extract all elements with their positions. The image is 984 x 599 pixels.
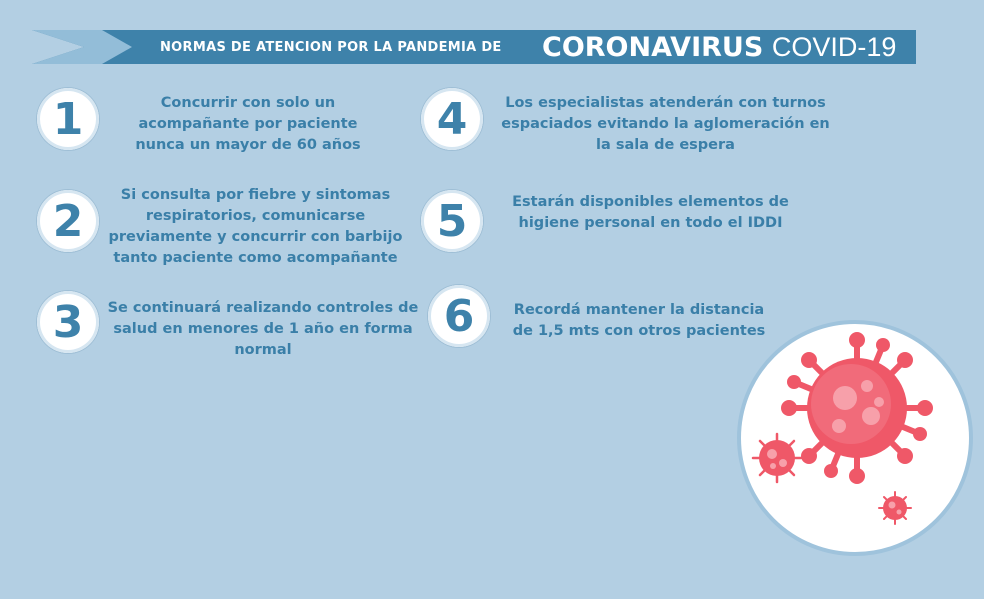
number-badge-4: 4 — [421, 88, 483, 150]
rule-text-6: Recordá mantener la distancia de 1,5 mts con otros pacientes — [512, 302, 766, 339]
rule-text-1: Concurrir con solo un acompañante por paciente nunca un mayor de 60 años — [135, 95, 361, 153]
number-badge-2: 2 — [37, 190, 99, 252]
virus-illustration — [735, 318, 975, 558]
title-banner — [32, 30, 916, 64]
virus-icon — [735, 318, 975, 558]
number-badge-3: 3 — [37, 291, 99, 353]
number-badge-1: 1 — [37, 88, 99, 150]
rule-text-4: Los especialistas atenderán con turnos espaciados evitando la aglomeración en la sala de espera — [501, 95, 830, 153]
banner-subtitle: NORMAS DE ATENCION POR LA PANDEMIA DE — [160, 40, 502, 55]
title-coronavirus: CORONAVIRUS — [542, 32, 764, 63]
number-badge-6: 6 — [428, 285, 490, 347]
rule-text-5: Estarán disponibles elementos de higiene personal en todo el IDDI — [512, 194, 789, 231]
rule-text-2: Si consulta por fiebre y sintomas respiratorios, comunicarse previamente y concurrir con barbijo tanto paciente como acompañante — [108, 187, 403, 266]
number-badge-5: 5 — [421, 190, 483, 252]
banner-title — [542, 31, 896, 64]
title-covid: COVID-19 — [771, 32, 897, 62]
rule-text-3: Se continuará realizando controles de salud en menores de 1 año en forma normal — [107, 300, 419, 358]
